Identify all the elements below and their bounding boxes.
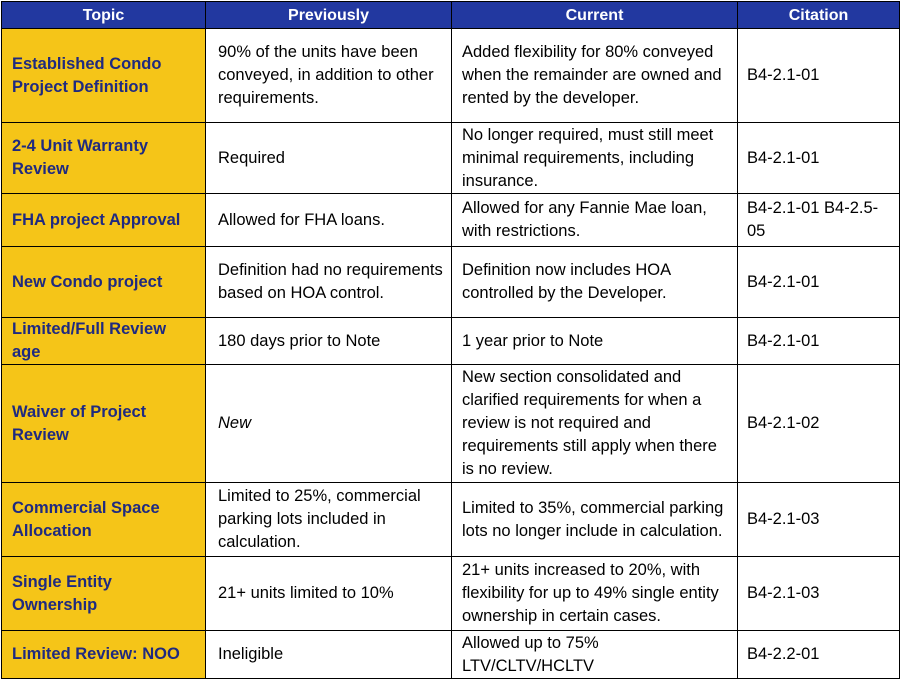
current-cell: 21+ units increased to 20%, with flexibility for up to 49% single entity ownership in certain cases. xyxy=(452,557,738,631)
header-topic: Topic xyxy=(2,2,206,29)
header-current: Current xyxy=(452,2,738,29)
previously-cell: Ineligible xyxy=(206,631,452,679)
topic-cell: Single Entity Ownership xyxy=(2,557,206,631)
previously-cell: Definition had no requirements based on HOA control. xyxy=(206,247,452,318)
citation-cell: B4-2.1-01 B4-2.5-05 xyxy=(738,194,900,247)
table-row xyxy=(2,29,900,123)
citation-cell: B4-2.1-01 xyxy=(738,29,900,123)
table-row xyxy=(2,631,900,679)
citation-cell: B4-2.1-01 xyxy=(738,123,900,194)
table-row xyxy=(2,247,900,318)
table-row xyxy=(2,194,900,247)
previously-cell: Allowed for FHA loans. xyxy=(206,194,452,247)
table-row xyxy=(2,483,900,557)
previously-cell: 180 days prior to Note xyxy=(206,318,452,365)
citation-cell: B4-2.1-03 xyxy=(738,557,900,631)
citation-cell: B4-2.1-02 xyxy=(738,365,900,483)
table-row xyxy=(2,365,900,483)
table-row xyxy=(2,123,900,194)
topic-cell: FHA project Approval xyxy=(2,194,206,247)
previously-cell: 90% of the units have been conveyed, in addition to other requirements. xyxy=(206,29,452,123)
header-row xyxy=(2,2,900,29)
header-previously: Previously xyxy=(206,2,452,29)
current-cell: Added flexibility for 80% conveyed when the remainder are owned and rented by the developer. xyxy=(452,29,738,123)
previously-cell: New xyxy=(206,365,452,483)
current-cell: Allowed up to 75% LTV/CLTV/HCLTV xyxy=(452,631,738,679)
citation-cell: B4-2.1-01 xyxy=(738,318,900,365)
citation-cell: B4-2.2-01 xyxy=(738,631,900,679)
topic-cell: New Condo project xyxy=(2,247,206,318)
topic-cell: Limited Review: NOO xyxy=(2,631,206,679)
current-cell: Limited to 35%, commercial parking lots no longer include in calculation. xyxy=(452,483,738,557)
topic-cell: Established Condo Project Definition xyxy=(2,29,206,123)
previously-cell: 21+ units limited to 10% xyxy=(206,557,452,631)
policy-changes-table xyxy=(1,1,900,679)
topic-cell: Limited/Full Review age xyxy=(2,318,206,365)
topic-cell: Waiver of Project Review xyxy=(2,365,206,483)
current-cell: No longer required, must still meet minimal requirements, including insurance. xyxy=(452,123,738,194)
current-cell: Definition now includes HOA controlled by the Developer. xyxy=(452,247,738,318)
current-cell: Allowed for any Fannie Mae loan, with restrictions. xyxy=(452,194,738,247)
previously-cell: Required xyxy=(206,123,452,194)
topic-cell: 2-4 Unit Warranty Review xyxy=(2,123,206,194)
current-cell: 1 year prior to Note xyxy=(452,318,738,365)
citation-cell: B4-2.1-01 xyxy=(738,247,900,318)
topic-cell: Commercial Space Allocation xyxy=(2,483,206,557)
citation-cell: B4-2.1-03 xyxy=(738,483,900,557)
header-citation: Citation xyxy=(738,2,900,29)
current-cell: New section consolidated and clarified requirements for when a review is not required and requirements still apply when there is no review. xyxy=(452,365,738,483)
previously-cell: Limited to 25%, commercial parking lots included in calculation. xyxy=(206,483,452,557)
table-row xyxy=(2,318,900,365)
table-row xyxy=(2,557,900,631)
